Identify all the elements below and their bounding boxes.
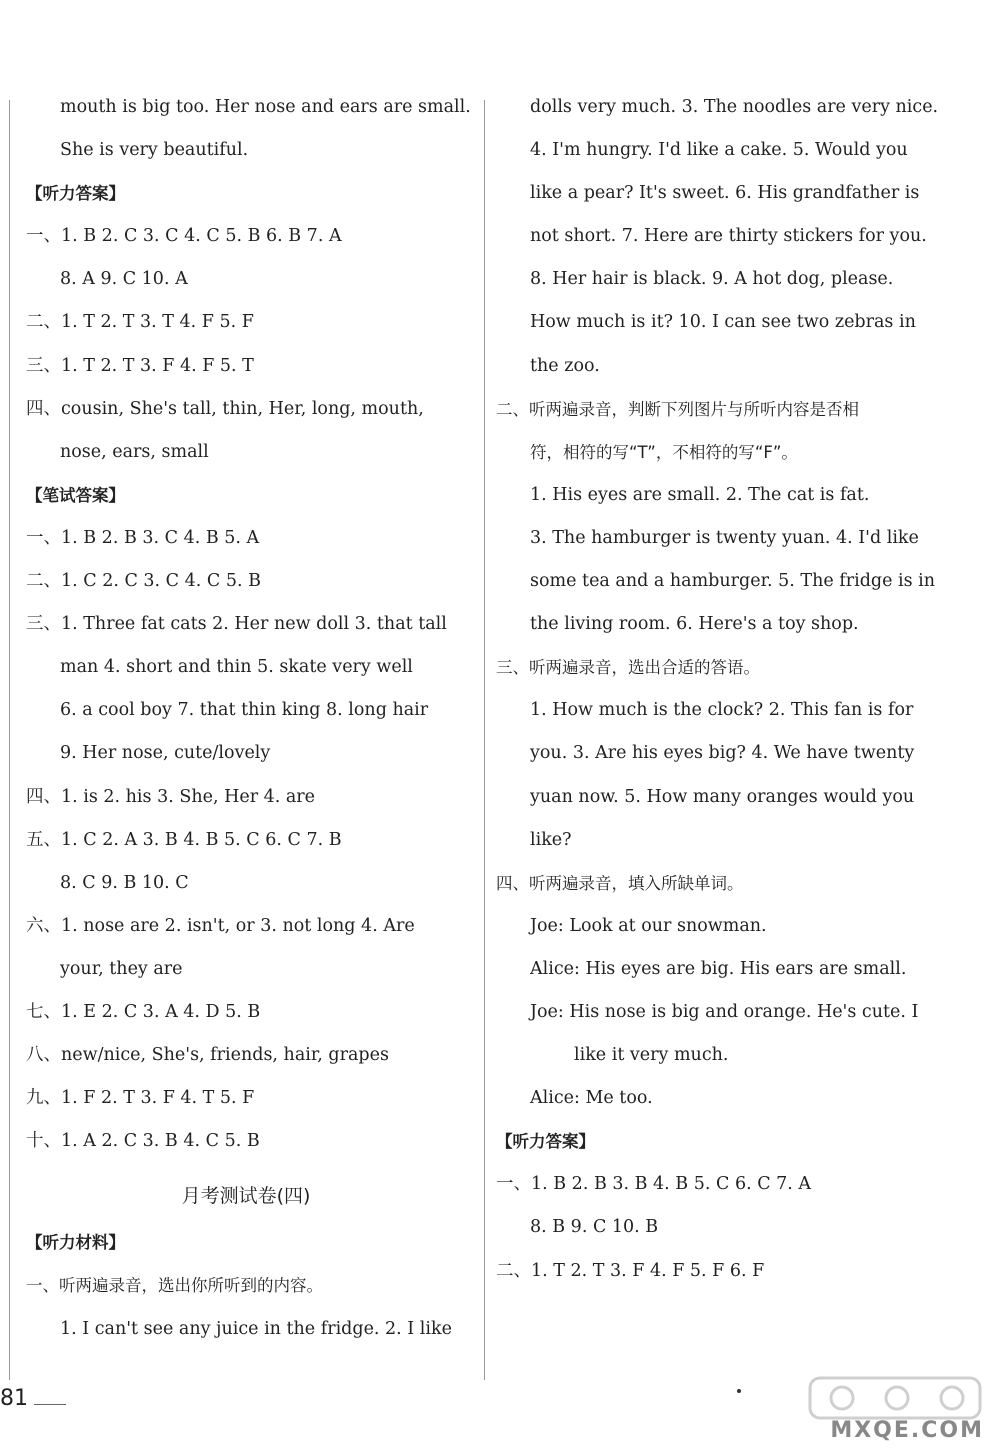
instruction-line: 四、听两遍录音，填入所缺单词。 <box>496 873 744 893</box>
text-line: 4. I'm hungry. I'd like a cake. 5. Would you <box>530 140 908 161</box>
section-heading: 【笔试答案】 <box>26 485 125 505</box>
answer-line: 四、cousin, She's tall, thin, Her, long, mouth, <box>26 398 424 419</box>
answer-line: 四、1. is 2. his 3. She, Her 4. are <box>26 786 316 807</box>
answer-line: 六、1. nose are 2. isn't, or 3. not long 4. Are <box>26 915 415 936</box>
answer-line: 五、1. C 2. A 3. B 4. B 5. C 6. C 7. B <box>26 829 342 850</box>
dialogue-line: Joe: Look at our snowman. <box>530 915 767 936</box>
instruction-line: 一、听两遍录音，选出你所听到的内容。 <box>26 1276 323 1296</box>
answer-line: 一、1. B 2. B 3. B 4. B 5. C 6. C 7. A <box>496 1174 812 1195</box>
answer-line: 二、1. T 2. T 3. T 4. F 5. F <box>26 312 254 333</box>
answer-line: 二、1. T 2. T 3. F 4. F 5. F 6. F <box>496 1260 765 1281</box>
text-line: 8. Her hair is black. 9. A hot dog, please. <box>530 269 894 290</box>
answer-line: man 4. short and thin 5. skate very well <box>60 657 413 678</box>
text-line: 1. His eyes are small. 2. The cat is fat. <box>530 484 870 505</box>
answer-line: nose, ears, small <box>60 441 209 462</box>
dialogue-line: Alice: Me too. <box>530 1088 653 1109</box>
page-number-dash <box>34 1404 66 1405</box>
section-heading: 【听力答案】 <box>496 1132 595 1152</box>
right-column <box>496 86 939 1293</box>
answer-line: 8. A 9. C 10. A <box>60 269 188 290</box>
dialogue-line: Joe: His nose is big and orange. He's cute. I <box>530 1001 919 1022</box>
dialogue-line: like it very much. <box>574 1045 729 1066</box>
text-line: How much is it? 10. I can see two zebras in <box>530 312 916 333</box>
left-margin-rule <box>9 100 10 1380</box>
text-line: mouth is big too. Her nose and ears are small. <box>60 97 471 117</box>
text-line: 1. I can't see any juice in the fridge. 2. I like <box>60 1318 452 1339</box>
section-heading: 【听力材料】 <box>26 1233 125 1253</box>
text-line: like? <box>530 829 572 850</box>
answer-line: 8. C 9. B 10. C <box>60 872 189 893</box>
instruction-line: 符，相符的写“T”，不相符的写“F”。 <box>530 442 798 462</box>
left-column <box>26 86 471 1351</box>
test-title: 月考测试卷(四) <box>181 1185 311 1208</box>
text-line: the zoo. <box>530 355 600 376</box>
column-divider <box>484 100 485 1380</box>
answer-line: 一、1. B 2. C 3. C 4. C 5. B 6. B 7. A <box>26 226 342 247</box>
answer-line: 三、1. Three fat cats 2. Her new doll 3. that tall <box>26 614 447 635</box>
text-line: like a pear? It's sweet. 6. His grandfather is <box>530 183 920 204</box>
answer-line: 十、1. A 2. C 3. B 4. C 5. B <box>26 1131 260 1152</box>
answer-line: 二、1. C 2. C 3. C 4. C 5. B <box>26 571 261 592</box>
answer-line: 九、1. F 2. T 3. F 4. T 5. F <box>26 1088 255 1109</box>
dialogue-line: Alice: His eyes are big. His ears are small. <box>530 958 907 979</box>
text-line: 3. The hamburger is twenty yuan. 4. I'd like <box>530 527 919 548</box>
answer-line: 一、1. B 2. B 3. C 4. B 5. A <box>26 527 260 548</box>
watermark-text: MXQE.COM <box>830 1418 984 1443</box>
text-line: you. 3. Are his eyes big? 4. We have twenty <box>530 743 915 764</box>
text-line: not short. 7. Here are thirty stickers for you. <box>530 226 927 247</box>
text-line: some tea and a hamburger. 5. The fridge is in <box>530 571 936 592</box>
text-line: dolls very much. 3. The noodles are very nice. <box>530 97 939 117</box>
ink-dot <box>737 1389 741 1393</box>
instruction-line: 二、听两遍录音，判断下列图片与所听内容是否相 <box>496 399 859 419</box>
text-line: 1. How much is the clock? 2. This fan is for <box>530 700 914 721</box>
text-line: yuan now. 5. How many oranges would you <box>530 786 915 807</box>
answer-line: your, they are <box>60 958 183 979</box>
answer-line: 8. B 9. C 10. B <box>530 1217 659 1238</box>
answer-line: 6. a cool boy 7. that thin king 8. long hair <box>60 700 429 721</box>
answer-line: 三、1. T 2. T 3. F 4. F 5. T <box>26 355 254 376</box>
text-line: the living room. 6. Here's a toy shop. <box>530 614 859 635</box>
page-number: 81 <box>0 1386 28 1411</box>
answer-line: 9. Her nose, cute/lovely <box>60 743 271 764</box>
text-line: She is very beautiful. <box>60 140 249 161</box>
section-heading: 【听力答案】 <box>26 184 125 204</box>
answer-line: 八、new/nice, She's, friends, hair, grapes <box>26 1045 389 1066</box>
instruction-line: 三、听两遍录音，选出合适的答语。 <box>496 658 760 678</box>
answer-line: 七、1. E 2. C 3. A 4. D 5. B <box>26 1001 261 1022</box>
